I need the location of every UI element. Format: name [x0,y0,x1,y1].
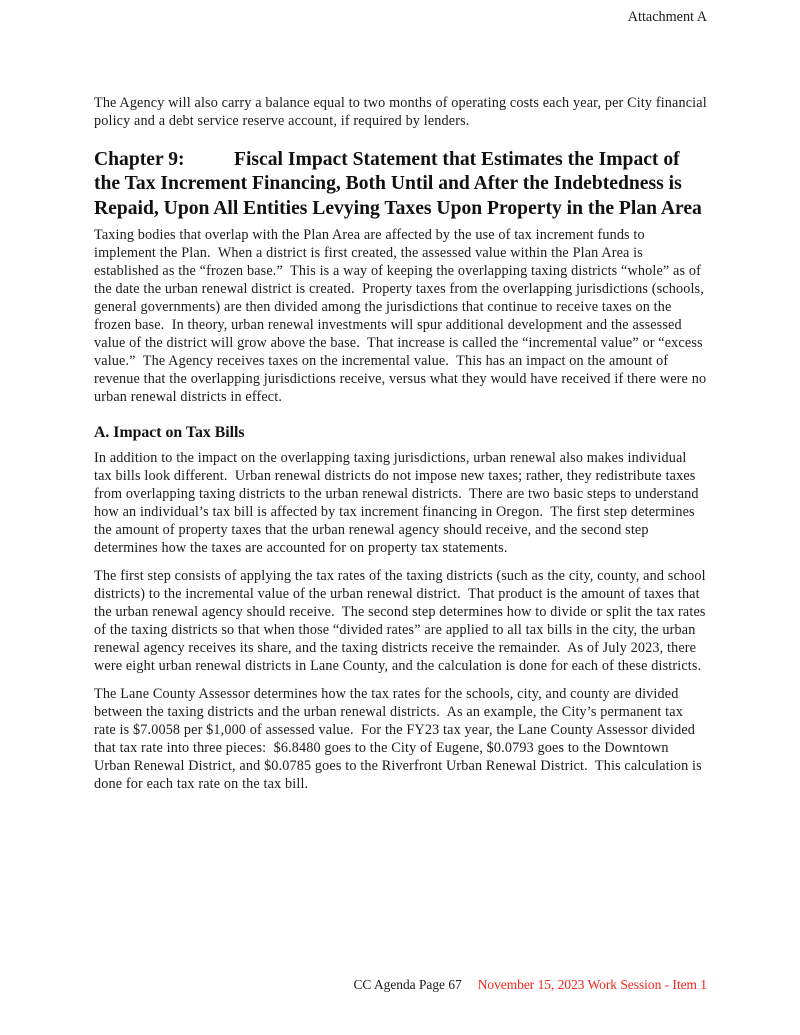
chapter-heading [94,148,707,221]
section-a-paragraph-3: The Lane County Assessor determines how the tax rates for the schools, city, and county are divided between the taxing districts and the urban renewal districts. As an example, the City’s permanent tax rate is $7.0058 per $1,000 of assessed value. For the FY23 tax year, the Lane County Assessor divided that tax rate into three pieces: $6.8480 goes to the City of Eugene, $0.0793 goes to the Downtown Urban Renewal District, and $0.0785 goes to the Riverfront Urban Renewal District. This calculation is done for each tax rate on the tax bill. [94,686,706,793]
chapter-title-text: Fiscal Impact Statement that Estimates the Impact of the Tax Increment Financing, Both Until and After the Indebtedness is Repaid, Upon All Entities Levying Taxes Upon Property in the Plan Area [94,149,702,219]
work-session-label: November 15, 2023 Work Session - Item 1 [477,977,707,992]
section-a-paragraph-1: In addition to the impact on the overlapping taxing jurisdictions, urban renewal also makes individual tax bills look different. Urban renewal districts do not impose new taxes; rather, they redistribute taxes from overlapping taxing districts to the urban renewal districts. There are two basic steps to understand how an individual’s tax bill is affected by tax increment financing in Oregon. The first step determines the amount of property taxes that the urban renewal agency should receive, and the second step determines how the taxes are accounted for on property tax statements. [94,450,703,557]
document-content [94,94,711,803]
chapter-body-paragraph: Taxing bodies that overlap with the Plan Area are affected by the use of tax increment funds to implement the Plan. When a district is first created, the assessed value within the Plan Area is established as the “frozen base.” This is a way of keeping the overlapping taxing districts “whole” as of the date the urban renewal district is created. Property taxes from the overlapping jurisdictions (schools, general governments) are then divided among the jurisdictions that continue to receive taxes on the frozen base. In theory, urban renewal investments will spur additional development and the assessed value of the district will grow above the base. That increase is called the “incremental value” or “excess value.” The Agency receives taxes on the incremental value. This has an impact on the amount of revenue that the overlapping jurisdictions receive, versus what they would have received if there were no urban renewal districts in effect. [94,227,710,406]
intro-paragraph: The Agency will also carry a balance equal to two months of operating costs each year, per City financial policy and a debt service reserve account, if required by lenders. [94,95,711,129]
attachment-label: Attachment A [627,9,707,25]
section-a-paragraph-2: The first step consists of applying the tax rates of the taxing districts (such as the city, county, and school districts) to the incremental value of the urban renewal district. That product is the amount of taxes that the urban renewal agency should receive. The second step determines how to divide or split the tax rates of the taxing districts so that when those “divided rates” are applied to all tax bills in the city, the urban renewal agency receives its share, and the taxing districts receive the remainder. As of July 2023, there were eight urban renewal districts in Lane County, and the calculation is done for each of these districts. [94,568,710,675]
section-a-heading: A. Impact on Tax Bills [94,424,245,442]
page-footer [94,977,707,993]
agenda-page-label: CC Agenda Page 67 [353,977,462,992]
chapter-number-label: Chapter 9: [94,149,185,170]
